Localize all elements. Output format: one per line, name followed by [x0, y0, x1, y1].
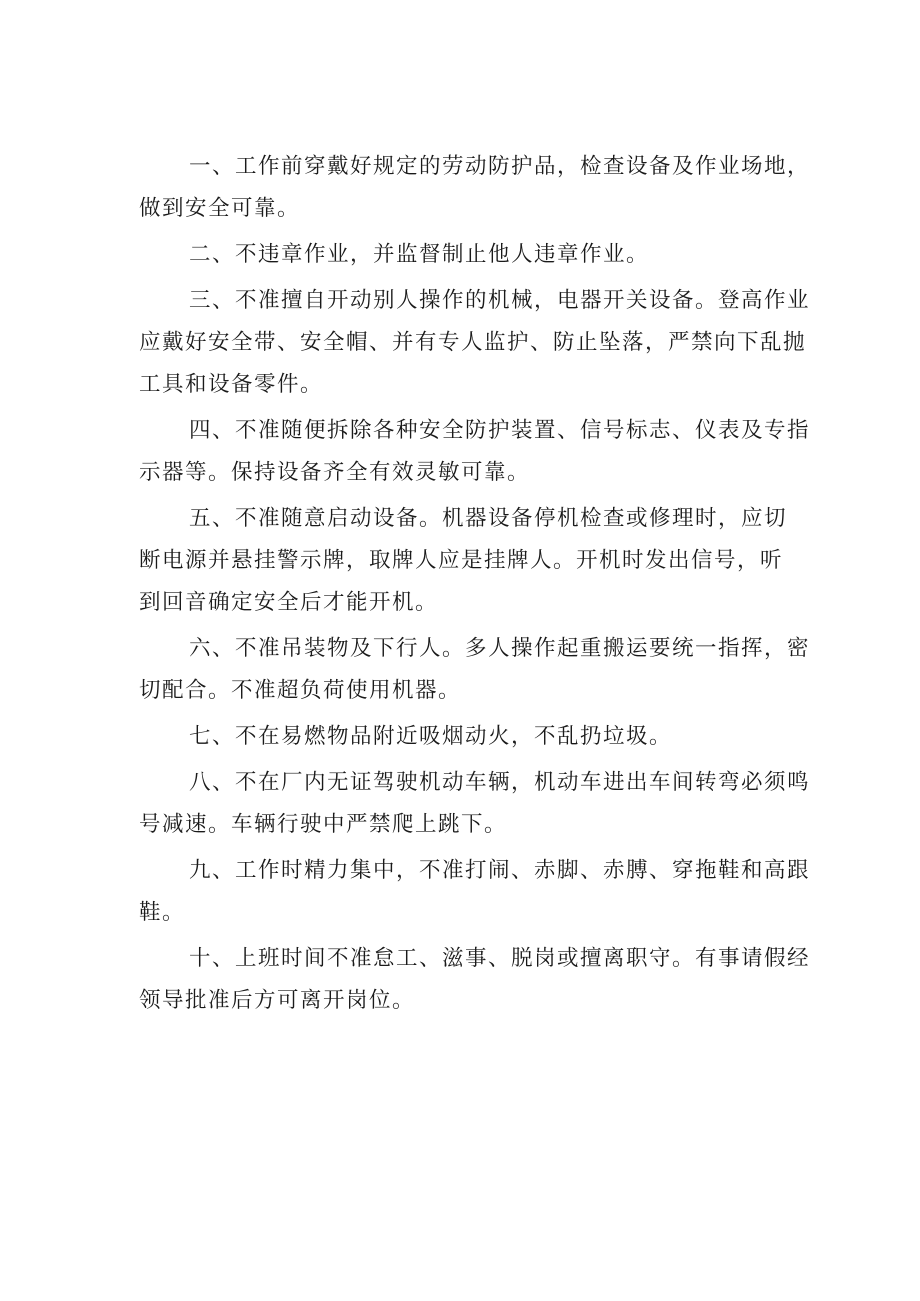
- rule-4-line-1: 四、不准随便拆除各种安全防护装置、信号标志、仪表及专指: [189, 418, 811, 443]
- rule-1-line-1: 一、工作前穿戴好规定的劳动防护品，检查设备及作业场地，: [189, 154, 811, 179]
- rule-paragraph-1: [139, 146, 814, 230]
- rule-5-line-3: 到回音确定安全后才能开机。: [139, 590, 439, 615]
- rule-2-line-1: 二、不违章作业，并监督制止他人违章作业。: [189, 242, 650, 267]
- rule-5-line-1: 五、不准随意启动设备。机器设备停机检查或修理时，应切: [189, 506, 788, 531]
- rule-paragraph-6: [139, 628, 814, 712]
- rule-7-line-1: 七、不在易燃物品附近吸烟动火，不乱扔垃圾。: [189, 724, 673, 749]
- rule-3-line-1: 三、不准擅自开动别人操作的机械，电器开关设备。登高作业: [189, 288, 811, 313]
- rule-paragraph-3: [139, 280, 814, 406]
- rule-paragraph-5: [139, 498, 814, 624]
- rule-9-line-2: 鞋。: [139, 900, 186, 925]
- rule-6-line-1: 六、不准吊装物及下行人。多人操作起重搬运要统一指挥，密: [189, 636, 811, 661]
- rule-paragraph-9: [139, 850, 814, 934]
- rule-8-line-2: 号减速。车辆行驶中严禁爬上跳下。: [139, 812, 508, 837]
- rule-1-line-2: 做到安全可靠。: [139, 196, 301, 221]
- rule-3-line-3: 工具和设备零件。: [139, 372, 324, 397]
- rule-paragraph-8: [139, 762, 814, 846]
- rule-4-line-2: 示器等。保持设备齐全有效灵敏可靠。: [139, 460, 531, 485]
- rule-9-line-1: 九、工作时精力集中，不准打闹、赤脚、赤膊、穿拖鞋和高跟: [189, 858, 811, 883]
- rule-paragraph-4: [139, 410, 814, 494]
- rule-paragraph-10: [139, 938, 814, 1022]
- rule-5-line-2: 断电源并悬挂警示牌，取牌人应是挂牌人。开机时发出信号，听: [139, 548, 784, 573]
- rule-3-line-2: 应戴好安全带、安全帽、并有专人监护、防止坠落，严禁向下乱抛: [139, 330, 807, 355]
- rule-paragraph-7: [139, 716, 814, 758]
- rule-10-line-1: 十、上班时间不准怠工、滋事、脱岗或擅离职守。有事请假经: [189, 946, 811, 971]
- rule-8-line-1: 八、不在厂内无证驾驶机动车辆，机动车进出车间转弯必须鸣: [189, 770, 811, 795]
- rule-paragraph-2: [139, 234, 814, 276]
- rule-6-line-2: 切配合。不准超负荷使用机器。: [139, 678, 462, 703]
- safety-rules-body: [139, 146, 814, 1022]
- rule-10-line-2: 领导批准后方可离开岗位。: [139, 988, 416, 1013]
